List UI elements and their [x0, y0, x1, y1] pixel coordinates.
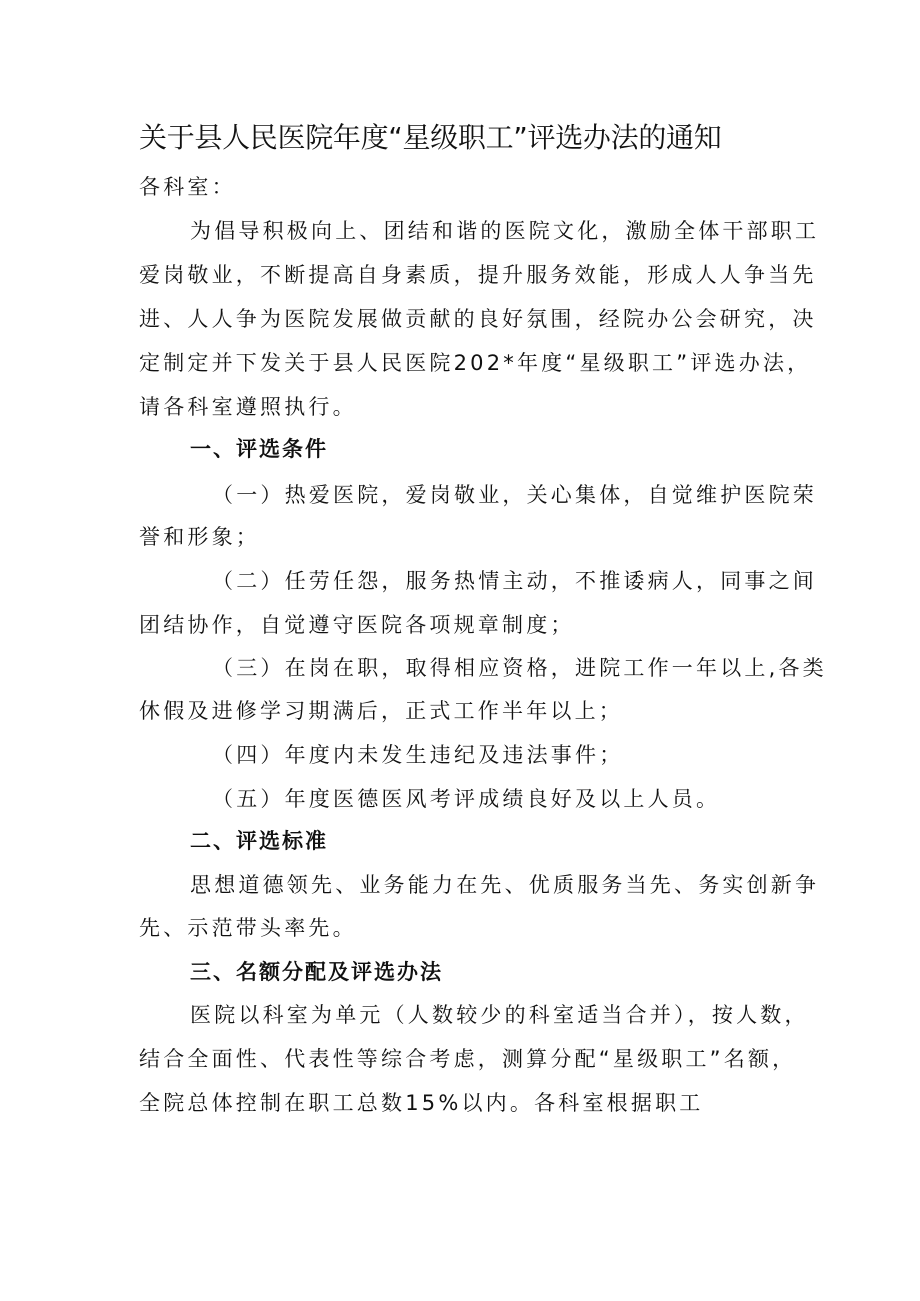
- condition-item: （一）热爱医院，爱岗敬业，关心集体，自觉维护医院荣: [212, 483, 817, 507]
- condition-item: （五）年度医德医风考评成绩良好及以上人员。: [212, 787, 721, 811]
- condition-item: （四）年度内未发生违纪及违法事件；: [212, 743, 624, 767]
- standard-text: 先、示范带头率先。: [139, 916, 357, 940]
- section-heading: 三、名额分配及评选办法: [190, 960, 443, 984]
- allocation-text: 结合全面性、代表性等综合考虑，测算分配“星级职工”名额，: [139, 1047, 797, 1071]
- section-heading: 二、评选标准: [190, 829, 328, 853]
- allocation-text: 全院总体控制在职工总数15%以内。各科室根据职工: [139, 1091, 704, 1115]
- condition-item: 誉和形象；: [139, 525, 260, 549]
- intro-line: 请各科室遵照执行。: [139, 395, 357, 419]
- condition-item: 团结协作，自觉遵守医院各项规章制度；: [139, 613, 575, 637]
- condition-item: （二）任劳任怨，服务热情主动，不推诿病人，同事之间: [212, 569, 817, 593]
- document-title: 关于县人民医院年度“星级职工”评选办法的通知: [139, 121, 722, 154]
- salutation: 各科室：: [139, 175, 236, 199]
- section-heading: 一、评选条件: [190, 437, 328, 461]
- intro-line: 为倡导积极向上、团结和谐的医院文化，激励全体干部职工: [190, 219, 820, 243]
- standard-text: 思想道德领先、业务能力在先、优质服务当先、务实创新争: [190, 873, 820, 897]
- intro-line: 定制定并下发关于县人民医院202*年度“星级职工”评选办法，: [139, 351, 812, 375]
- intro-line: 进、人人争为医院发展做贡献的良好氛围，经院办公会研究，决: [139, 307, 817, 331]
- allocation-text: 医院以科室为单元（人数较少的科室适当合并），按人数，: [190, 1003, 809, 1027]
- condition-item: 休假及进修学习期满后，正式工作半年以上；: [139, 699, 623, 723]
- condition-item: （三）在岗在职，取得相应资格，进院工作一年以上,各类: [212, 656, 827, 680]
- intro-line: 爱岗敬业，不断提高自身素质，提升服务效能，形成人人争当先: [139, 263, 817, 287]
